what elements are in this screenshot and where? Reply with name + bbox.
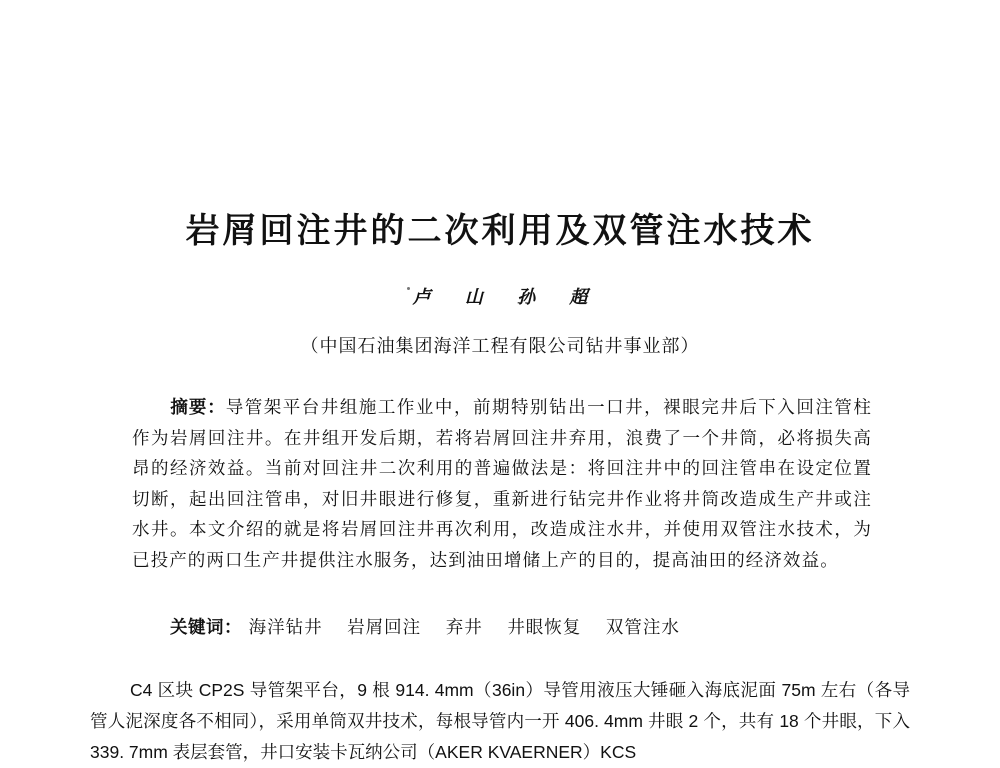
affiliation-line: （中国石油集团海洋工程有限公司钻井事业部） <box>300 336 700 357</box>
abstract-label: 摘要： <box>170 398 226 418</box>
abstract-paragraph <box>132 393 872 576</box>
keyword-item: 弃井 <box>445 618 483 638</box>
keywords-line <box>170 614 698 639</box>
paper-title: 岩屑回注井的二次利用及双管注水技术 <box>185 211 815 251</box>
author-line: 卢 山 孙 超 <box>412 287 588 308</box>
keywords-label: 关键词： <box>170 618 242 638</box>
keyword-item: 海洋钻井 <box>248 618 323 638</box>
abstract-text: 导管架平台井组施工作业中，前期特别钻出一口井，裸眼完井后下入回注管柱作为岩屑回注井。在井组开发后期，若将岩屑回注井弃用，浪费了一个井筒，必将损失高昂的经济效益。当前对回注井二次利用的普遍做法是：将回注井中的回注管串在设定位置切断，起出回注管串，对旧井眼进行修复，重新进行钻完井作业将井筒改造成生产井或注水井。本文介绍的就是将岩屑回注井再次利用，改造成注水井，并使用双管注水技术，为已投产的两口生产井提供注水服务，达到油田增储上产的目的，提高油田的经济效益。 <box>132 398 872 571</box>
body-paragraph: C4 区块 CP2S 导管架平台，9 根 914. 4mm（36in）导管用液压大锤砸入海底泥面 75m 左右（各导管人泥深度各不相同），采用单筒双井技术，每根导管内一开 406. 4mm 井眼 2 个，共有 18 个井眼，下入 339. 7mm 表层套管，井口安装卡瓦纳公司（AKER KVAERNER）KCS <box>90 680 910 762</box>
keyword-item: 双管注水 <box>605 618 680 638</box>
keyword-item: 岩屑回注 <box>347 618 422 638</box>
keyword-item: 井眼恢复 <box>507 618 582 638</box>
